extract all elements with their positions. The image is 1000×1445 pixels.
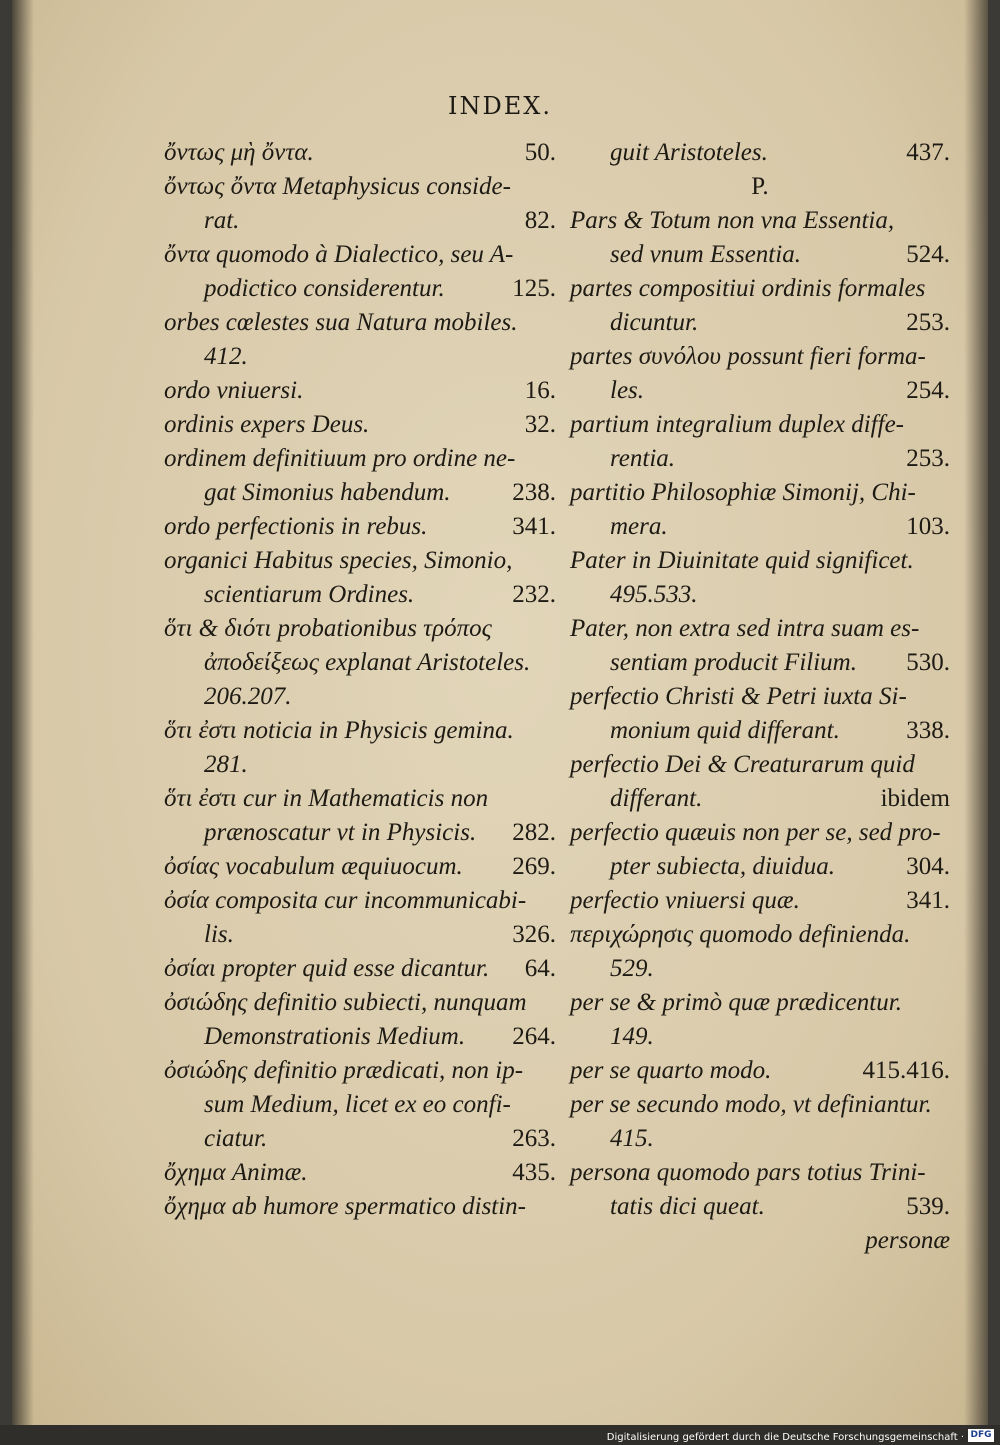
page-reference: 82.: [524, 207, 556, 234]
index-entry: [570, 170, 950, 204]
entry-text: rat.: [204, 207, 240, 234]
entry-text: ὀσία composita cur incommunicabi-: [164, 887, 527, 914]
index-column-left: [164, 136, 556, 1224]
page-reference: 16.: [524, 377, 556, 404]
index-entry: [570, 544, 950, 612]
entry-text: 495.533.: [610, 581, 698, 608]
index-entry: [164, 1190, 556, 1224]
index-entry: [164, 952, 556, 986]
entry-text: ὀσίαι propter quid esse dicantur.: [164, 955, 490, 982]
page-reference: 254.: [906, 377, 950, 404]
entry-text: pter subiecta, diuidua.: [610, 853, 835, 880]
index-entry: [570, 476, 950, 544]
index-entry: [164, 782, 556, 850]
funding-credit: Digitalisierung gefördert durch die Deutsche Forschungsgemeinschaft ·: [606, 1432, 964, 1443]
entry-text: Demonstrationis Medium.: [204, 1023, 466, 1050]
entry-text: per se secundo modo, vt definiantur.: [570, 1091, 932, 1118]
entry-text: περιχώρησις quomodo definienda.: [570, 921, 911, 948]
index-entry: [570, 1156, 950, 1224]
index-entry: [570, 1224, 950, 1258]
entry-text: sed vnum Essentia.: [610, 241, 801, 268]
page-reference: 232.: [512, 581, 556, 608]
index-entry: [570, 408, 950, 476]
index-entry: [570, 612, 950, 680]
index-entry: [570, 816, 950, 884]
page-reference: 263.: [512, 1125, 556, 1152]
index-entry: [164, 136, 556, 170]
index-entry: [164, 510, 556, 544]
entry-text: organici Habitus species, Simonio,: [164, 547, 513, 574]
index-entry: [570, 136, 950, 170]
index-entry: [164, 1054, 556, 1156]
entry-text: 149.: [610, 1023, 654, 1050]
page-header: INDEX.: [448, 92, 552, 120]
entry-text: mera.: [610, 513, 668, 540]
page-reference: 253.: [906, 445, 950, 472]
entry-text: partes συνόλου possunt fieri forma-: [570, 343, 926, 370]
entry-text: gat Simonius habendum.: [204, 479, 451, 506]
index-entry: [570, 884, 950, 918]
entry-text: differant.: [610, 785, 703, 812]
index-entry: [164, 850, 556, 884]
index-entry: [570, 748, 950, 816]
entry-text: perfectio Dei & Creaturarum quid: [570, 751, 915, 778]
page-reference: 338.: [906, 717, 950, 744]
index-entry: [164, 1156, 556, 1190]
entry-text: ὀσιώδης definitio subiecti, nunquam: [164, 989, 527, 1016]
index-entry: [164, 442, 556, 510]
page-reference: 437.: [906, 139, 950, 166]
index-entry: [570, 272, 950, 340]
page-reference: 269.: [512, 853, 556, 880]
entry-text: ὄχημα Animæ.: [164, 1159, 308, 1186]
index-entry: [164, 170, 556, 238]
index-entry: [570, 986, 950, 1054]
entry-text: partes compositiui ordinis formales: [570, 275, 926, 302]
page-reference: 50.: [524, 139, 556, 166]
entry-text: per se quarto modo.: [570, 1057, 772, 1084]
page-reference: 415.416.: [862, 1057, 950, 1084]
index-entry: [164, 306, 556, 374]
page-reference: 539.: [906, 1193, 950, 1220]
entry-text: podictico considerentur.: [204, 275, 445, 302]
entry-text: persona quomodo pars totius Trini-: [570, 1159, 926, 1186]
page-reference: 341.: [512, 513, 556, 540]
index-entry: [164, 238, 556, 306]
page-reference: 238.: [512, 479, 556, 506]
entry-text: ὄντα quomodo à Dialectico, seu A-: [164, 241, 514, 268]
page-reference: 530.: [906, 649, 950, 676]
entry-text: les.: [610, 377, 645, 404]
entry-text: 412.: [204, 343, 248, 370]
index-entry: [570, 204, 950, 272]
book-page: [12, 0, 988, 1425]
entry-text: Pater, non extra sed intra suam es-: [570, 615, 920, 642]
entry-text: perfectio quæuis non per se, sed pro-: [570, 819, 941, 846]
entry-text: ὄχημα ab humore spermatico distin-: [164, 1193, 527, 1220]
entry-text: rentia.: [610, 445, 676, 472]
entry-text: 206.207.: [204, 683, 292, 710]
entry-text: 281.: [204, 751, 248, 778]
entry-text: ὀσίας vocabulum æquiuocum.: [164, 853, 463, 880]
index-entry: [164, 408, 556, 442]
page-reference: 32.: [524, 411, 556, 438]
page-reference: 326.: [512, 921, 556, 948]
entry-text: dicuntur.: [610, 309, 699, 336]
entry-text: monium quid differant.: [610, 717, 840, 744]
index-entry: [164, 612, 556, 714]
entry-text: ὄντως ὄντα Metaphysicus conside-: [164, 173, 511, 200]
entry-text: scientiarum Ordines.: [204, 581, 415, 608]
page-reference: 64.: [524, 955, 556, 982]
digitization-footer: [0, 1425, 1000, 1445]
page-reference: ibidem: [880, 785, 950, 812]
index-entry: [164, 714, 556, 782]
index-entry: [570, 680, 950, 748]
entry-text: orbes cœlestes sua Natura mobiles.: [164, 309, 518, 336]
entry-text: Pater in Diuinitate quid significet.: [570, 547, 914, 574]
section-letter: P.: [751, 173, 769, 200]
entry-text: ordo vniuersi.: [164, 377, 304, 404]
catchword: personæ: [865, 1227, 950, 1254]
index-entry: [570, 1088, 950, 1156]
entry-text: partitio Philosophiæ Simonij, Chi-: [570, 479, 916, 506]
index-entry: [570, 1054, 950, 1088]
index-entry: [570, 918, 950, 986]
index-column-right: [570, 136, 950, 1258]
entry-text: prænoscatur vt in Physicis.: [204, 819, 477, 846]
entry-text: lis.: [204, 921, 234, 948]
page-reference: 435.: [512, 1159, 556, 1186]
page-reference: 253.: [906, 309, 950, 336]
entry-text: sum Medium, licet ex eo confi-: [204, 1091, 511, 1118]
entry-text: per se & primò quæ prædicentur.: [570, 989, 902, 1016]
page-reference: 264.: [512, 1023, 556, 1050]
entry-text: ὄντως μὴ ὄντα.: [164, 139, 314, 166]
entry-text: ὅτι ἐστι cur in Mathematicis non: [164, 785, 489, 812]
entry-text: ciatur.: [204, 1125, 268, 1152]
entry-text: ἀποδείξεως explanat Aristoteles.: [204, 649, 531, 676]
entry-text: sentiam producit Filium.: [610, 649, 857, 676]
entry-text: ordo perfectionis in rebus.: [164, 513, 428, 540]
entry-text: perfectio Christi & Petri iuxta Si-: [570, 683, 907, 710]
entry-text: tatis dici queat.: [610, 1193, 765, 1220]
entry-text: 415.: [610, 1125, 654, 1152]
index-entry: [164, 374, 556, 408]
page-reference: 282.: [512, 819, 556, 846]
entry-text: 529.: [610, 955, 654, 982]
entry-text: perfectio vniuersi quæ.: [570, 887, 800, 914]
entry-text: ὀσιώδης definitio prædicati, non ip-: [164, 1057, 524, 1084]
page-reference: 304.: [906, 853, 950, 880]
index-entry: [164, 884, 556, 952]
page-reference: 103.: [906, 513, 950, 540]
index-entry: [164, 986, 556, 1054]
entry-text: partium integralium duplex diffe-: [570, 411, 904, 438]
entry-text: guit Aristoteles.: [610, 139, 768, 166]
page-reference: 524.: [906, 241, 950, 268]
entry-text: ὅτι & διότι probationibus τρόπος: [164, 615, 492, 642]
dfg-logo: DFG: [968, 1429, 994, 1442]
page-reference: 341.: [906, 887, 950, 914]
index-entry: [164, 544, 556, 612]
page-reference: 125.: [512, 275, 556, 302]
entry-text: Pars & Totum non vna Essentia,: [570, 207, 895, 234]
index-entry: [570, 340, 950, 408]
entry-text: ὅτι ἐστι noticia in Physicis gemina.: [164, 717, 514, 744]
entry-text: ordinis expers Deus.: [164, 411, 370, 438]
entry-text: ordinem definitiuum pro ordine ne-: [164, 445, 516, 472]
